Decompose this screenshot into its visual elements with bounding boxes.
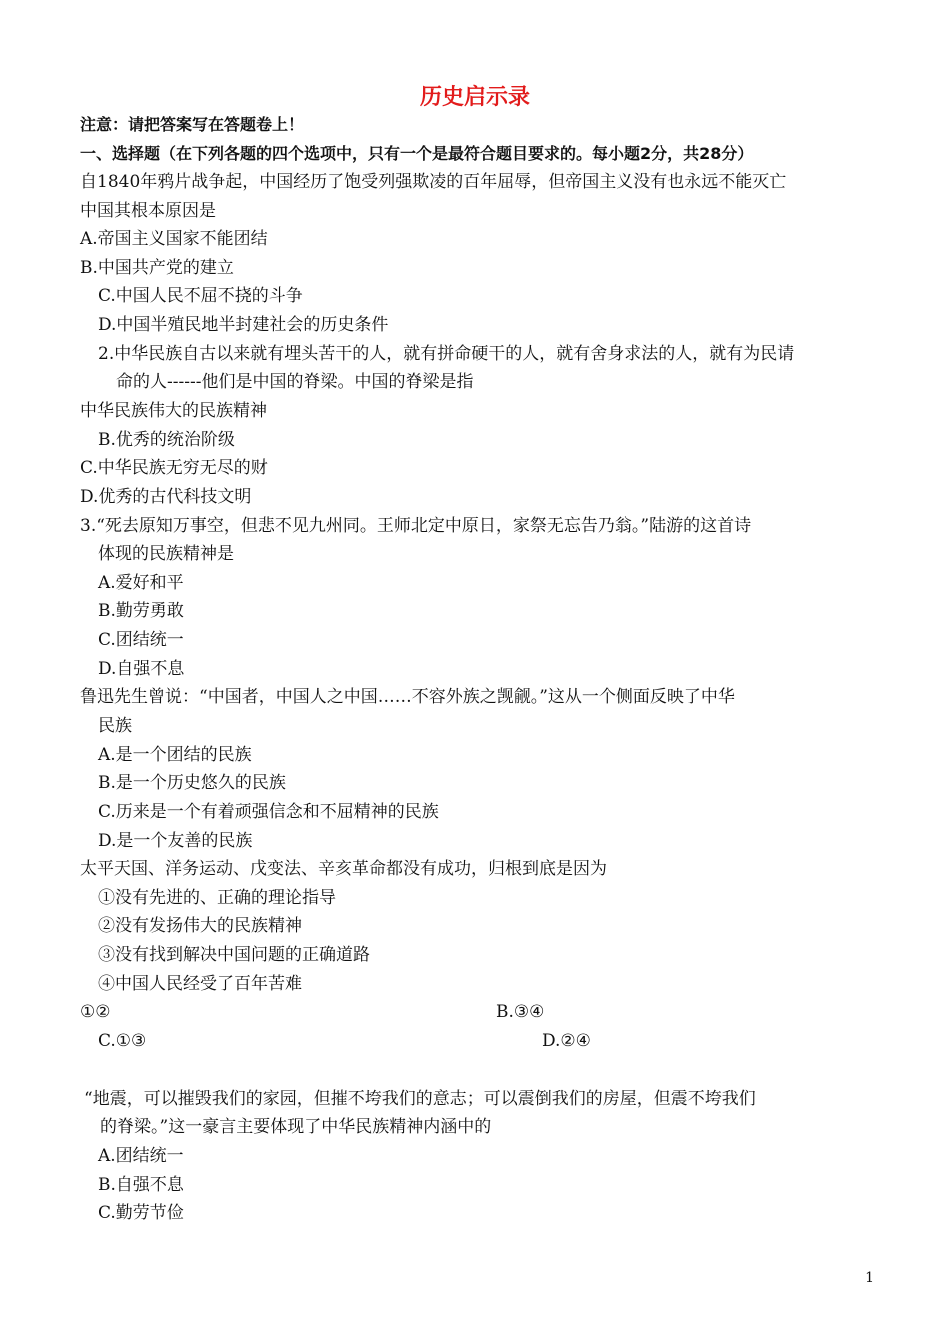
question-5-option-b: B.③④ bbox=[496, 1002, 545, 1022]
question-6-option-b: B.自强不息 bbox=[98, 1175, 184, 1195]
page-title: 历史启示录 bbox=[419, 85, 530, 110]
question-3-option-a: A.爱好和平 bbox=[98, 573, 184, 593]
question-5-item-3: ③没有找到解决中国问题的正确道路 bbox=[98, 945, 370, 965]
question-4-stem-cont: 民族 bbox=[98, 716, 132, 736]
question-2-option-d: D.优秀的古代科技文明 bbox=[80, 487, 252, 507]
question-5-item-1: ①没有先进的、正确的理论指导 bbox=[98, 888, 336, 908]
notice: 注意：请把答案写在答题卷上！ bbox=[80, 115, 305, 134]
page-number: 1 bbox=[865, 1270, 874, 1286]
question-3-option-d: D.自强不息 bbox=[98, 659, 185, 679]
question-5-stem: 太平天国、洋务运动、戊变法、辛亥革命都没有成功，归根到底是因为 bbox=[80, 859, 607, 879]
question-1-option-d: D.中国半殖民地半封建社会的历史条件 bbox=[98, 315, 389, 335]
question-1-stem-cont: 中国其根本原因是 bbox=[80, 201, 216, 221]
question-3-option-b: B.勤劳勇敢 bbox=[98, 601, 184, 621]
question-2-option-b: B.优秀的统治阶级 bbox=[98, 430, 235, 450]
question-6-option-a: A.团结统一 bbox=[98, 1146, 184, 1166]
question-1-option-b: B.中国共产党的建立 bbox=[80, 258, 234, 278]
question-5-option-a: ①② bbox=[80, 1002, 111, 1022]
question-6-stem-cont: 的脊梁。”这一豪言主要体现了中华民族精神内涵中的 bbox=[100, 1117, 492, 1137]
question-5-item-2: ②没有发扬伟大的民族精神 bbox=[98, 916, 302, 936]
question-2-stem-cont: 命的人------他们是中国的脊梁。中国的脊梁是指 bbox=[116, 372, 474, 392]
question-6-option-c: C.勤劳节俭 bbox=[98, 1203, 184, 1223]
question-5-option-c: C.①③ bbox=[98, 1031, 147, 1051]
question-1-option-a: A.帝国主义国家不能团结 bbox=[80, 229, 268, 249]
question-5-item-4: ④中国人民经受了百年苦难 bbox=[98, 974, 302, 994]
question-3-stem-cont: 体现的民族精神是 bbox=[98, 544, 234, 564]
question-2-option-c: C.中华民族无穷无尽的财 bbox=[80, 458, 268, 478]
question-2-option-a: 中华民族伟大的民族精神 bbox=[80, 401, 267, 421]
question-3-stem: 3.“死去原知万事空，但悲不见九州同。王师北定中原日，家祭无忘告乃翁。”陆游的这首诗 bbox=[80, 516, 752, 536]
question-1-stem: 自1840年鸦片战争起，中国经历了饱受列强欺凌的百年屈辱，但帝国主义没有也永远不能灭亡 bbox=[80, 172, 787, 192]
question-4-option-a: A.是一个团结的民族 bbox=[98, 745, 252, 765]
question-4-stem: 鲁迅先生曾说：“中国者，中国人之中国……不容外族之觊觎。”这从一个侧面反映了中华 bbox=[80, 687, 735, 707]
question-3-option-c: C.团结统一 bbox=[98, 630, 184, 650]
question-1-option-c: C.中国人民不屈不挠的斗争 bbox=[98, 286, 303, 306]
question-2-stem: 2.中华民族自古以来就有埋头苦干的人，就有拼命硬干的人，就有舍身求法的人，就有为民请 bbox=[98, 344, 795, 364]
question-4-option-d: D.是一个友善的民族 bbox=[98, 831, 253, 851]
section-heading: 一、选择题（在下列各题的四个选项中，只有一个是最符合题目要求的。每小题2分，共28分） bbox=[80, 144, 754, 163]
question-4-option-c: C.历来是一个有着顽强信念和不屈精神的民族 bbox=[98, 802, 439, 822]
question-5-option-d: D.②④ bbox=[542, 1031, 591, 1051]
question-4-option-b: B.是一个历史悠久的民族 bbox=[98, 773, 286, 793]
question-6-stem: “地震，可以摧毁我们的家园，但摧不垮我们的意志；可以震倒我们的房屋，但震不垮我们 bbox=[84, 1089, 756, 1109]
